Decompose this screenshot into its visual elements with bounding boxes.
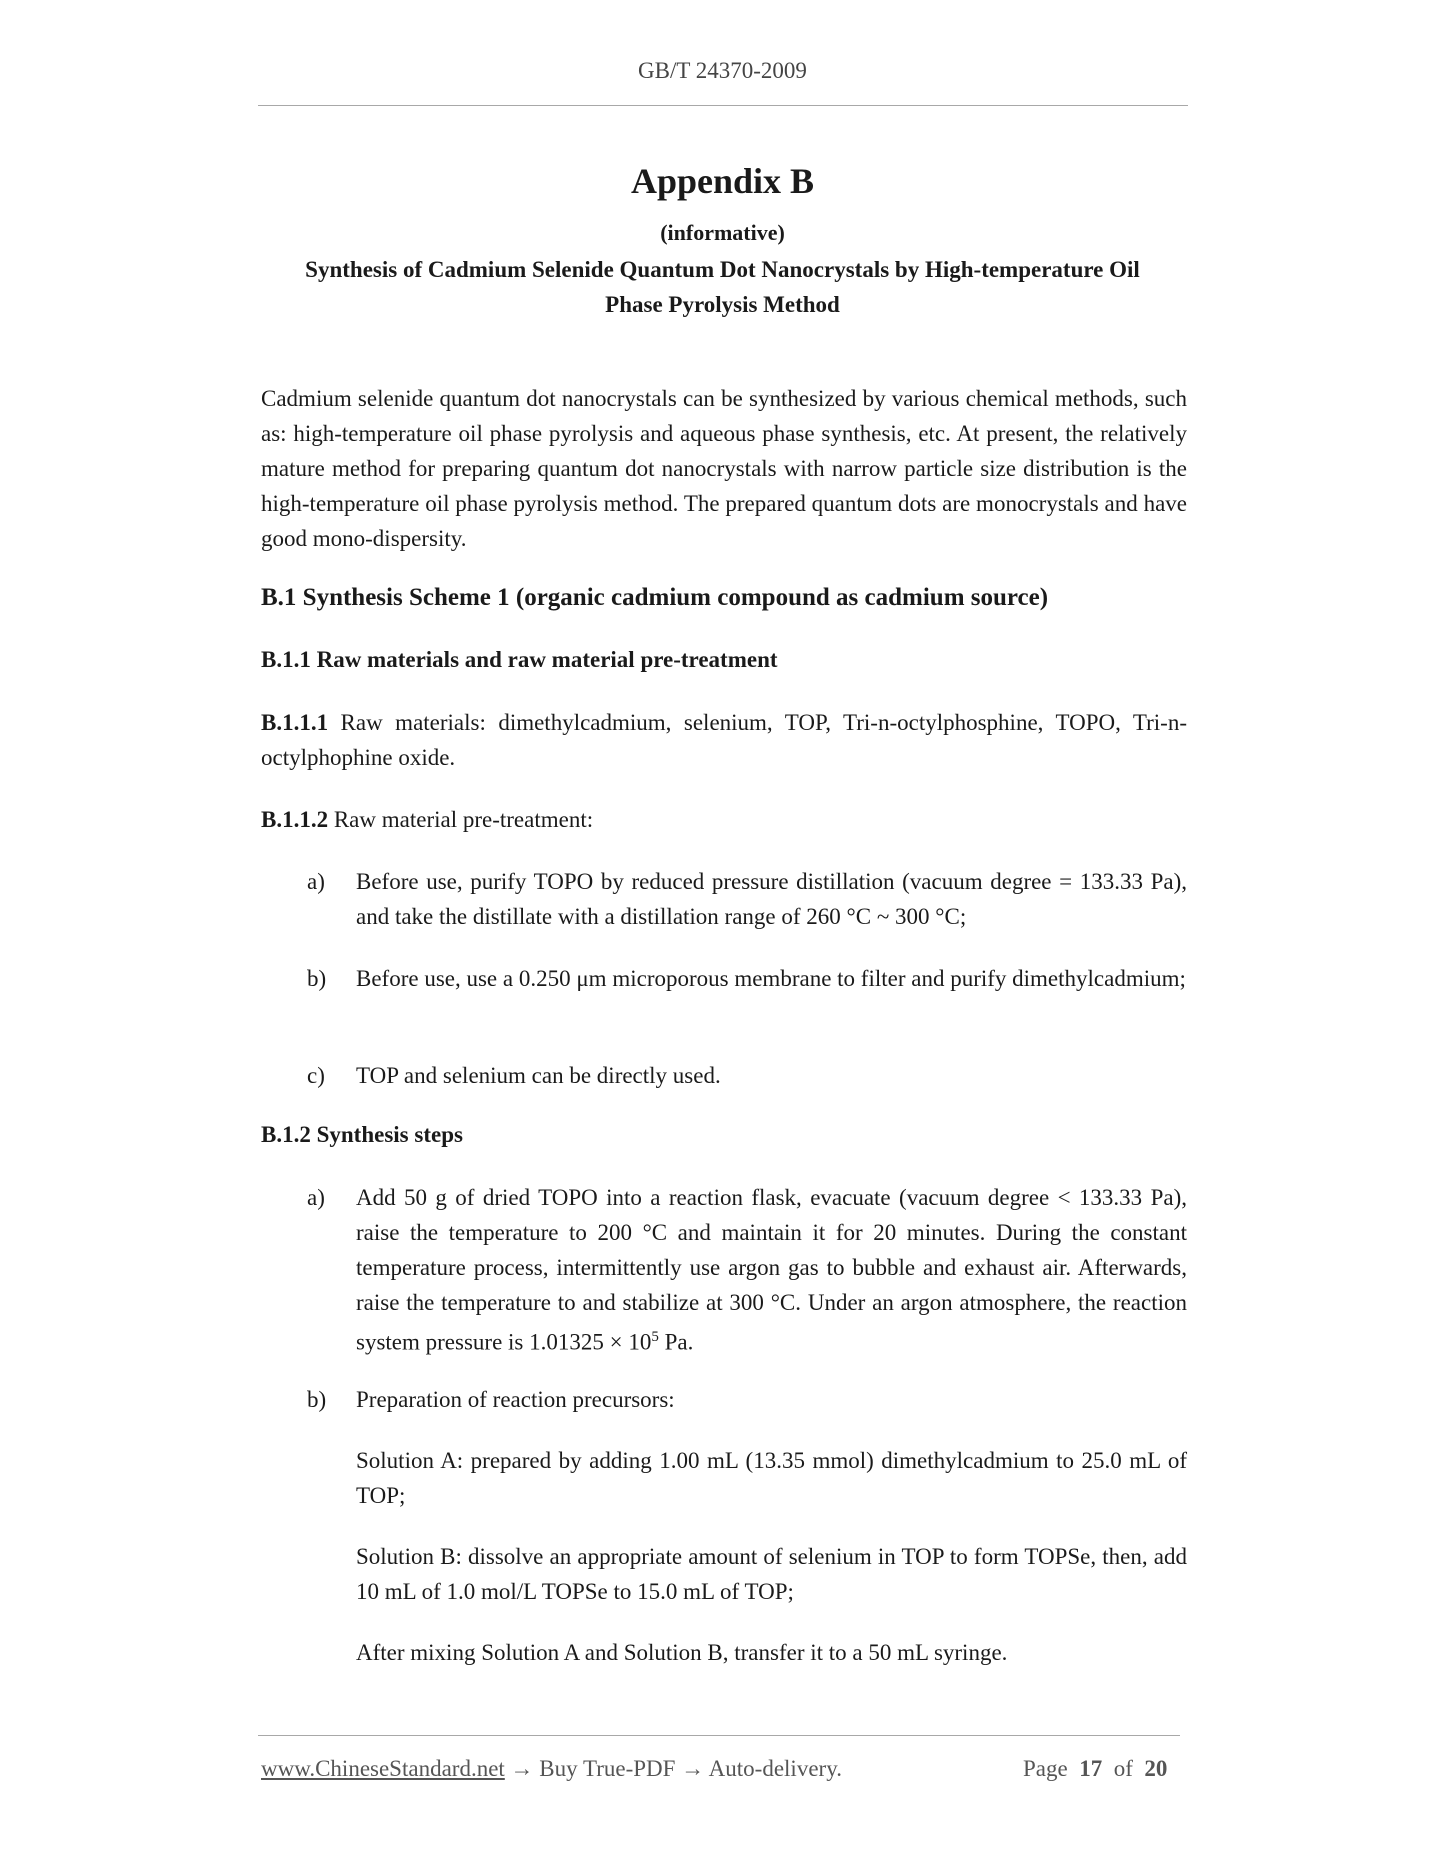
list-marker-b: b): [307, 966, 327, 991]
page-current: 17: [1079, 1756, 1103, 1781]
page-label: Page: [1023, 1756, 1068, 1781]
list-marker-c: c): [307, 1063, 325, 1088]
step-b: Preparation of reaction precursors:: [356, 1387, 675, 1412]
clause-b112-number: B.1.1.2: [261, 807, 329, 832]
step-marker-b: b): [307, 1387, 327, 1412]
header-divider: [258, 105, 1188, 106]
mixing-instruction: After mixing Solution A and Solution B, transfer it to a 50 mL syringe.: [356, 1640, 1008, 1665]
footer-delivery-text: Auto-delivery.: [708, 1756, 842, 1781]
appendix-subtitle-line2: Phase Pyrolysis Method: [605, 292, 840, 317]
step-a-exponent: 5: [651, 1329, 659, 1345]
step-marker-a: a): [307, 1185, 325, 1210]
clause-b111: [261, 705, 1187, 775]
list-item-a: Before use, purify TOPO by reduced pressure distillation (vacuum degree = 133.33 Pa), and take the distillate with a distillation range of 260 °C ~ 300 °C;: [356, 869, 1187, 929]
footer-site-link[interactable]: www.ChineseStandard.net: [261, 1756, 505, 1781]
section-heading-b1: B.1 Synthesis Scheme 1 (organic cadmium compound as cadmium source): [261, 584, 1049, 611]
page-number: [1023, 1756, 1167, 1782]
list-item-c: TOP and selenium can be directly used.: [356, 1063, 721, 1088]
appendix-title: Appendix B: [630, 161, 815, 201]
footer-buy-text: Buy True-PDF: [539, 1756, 676, 1781]
clause-b111-text: Raw materials: dimethylcadmium, selenium, TOP, Tri-n-octylphosphine, TOPO, Tri-n-octylphophine oxide.: [261, 710, 1187, 770]
solution-a: Solution A: prepared by adding 1.00 mL (13.35 mmol) dimethylcadmium to 25.0 mL of TOP;: [356, 1448, 1187, 1508]
appendix-subtitle-line1: Synthesis of Cadmium Selenide Quantum Dot Nanocrystals by High-temperature Oil: [305, 257, 1140, 282]
list-item-b: Before use, use a 0.250 μm microporous membrane to filter and purify dimethylcadmium;: [356, 966, 1186, 991]
arrow-right-icon: →: [504, 1756, 540, 1781]
header-doc-code: GB/T 24370-2009: [638, 58, 807, 83]
clause-b111-number: B.1.1.1: [261, 710, 329, 735]
section-heading-b11: B.1.1 Raw materials and raw material pre-treatment: [261, 647, 778, 672]
arrow-right-icon: →: [675, 1756, 709, 1781]
solution-b: Solution B: dissolve an appropriate amount of selenium in TOP to form TOPSe, then, add 10 mL of 1.0 mol/L TOPSe to 15.0 mL of TOP;: [356, 1544, 1187, 1604]
page-total: 20: [1144, 1756, 1168, 1781]
footer-links: [261, 1756, 842, 1782]
step-a-text: Add 50 g of dried TOPO into a reaction flask, evacuate (vacuum degree < 133.33 Pa), raise the temperature to 200 °C and maintain it for 20 minutes. During the constant temperature process, intermittently use argon gas to bubble and exhaust air. Afterwards, raise the temperature to and stabilize at 300 °C. Under an argon atmosphere, the reaction system pressure is 1.01325 × 10: [356, 1185, 1187, 1355]
section-heading-b12: B.1.2 Synthesis steps: [261, 1122, 463, 1147]
clause-b112-text: Raw material pre-treatment:: [328, 807, 594, 832]
step-a: [356, 1180, 1187, 1360]
intro-paragraph: Cadmium selenide quantum dot nanocrystals can be synthesized by various chemical methods, such as: high-temperature oil phase pyrolysis and aqueous phase synthesis, etc. At present, the relatively mature method for preparing quantum dot nanocrystals with narrow particle size distribution is the high-temperature oil phase pyrolysis method. The prepared quantum dots are monocrystals and have good mono-dispersity.: [261, 386, 1187, 551]
clause-b112: [261, 802, 1187, 837]
list-marker-a: a): [307, 869, 325, 894]
appendix-type: (informative): [660, 220, 785, 245]
page-of-label: of: [1113, 1756, 1133, 1781]
appendix-subtitle: [260, 252, 1185, 322]
step-a-unit: Pa.: [658, 1329, 694, 1355]
footer-divider: [258, 1735, 1180, 1736]
